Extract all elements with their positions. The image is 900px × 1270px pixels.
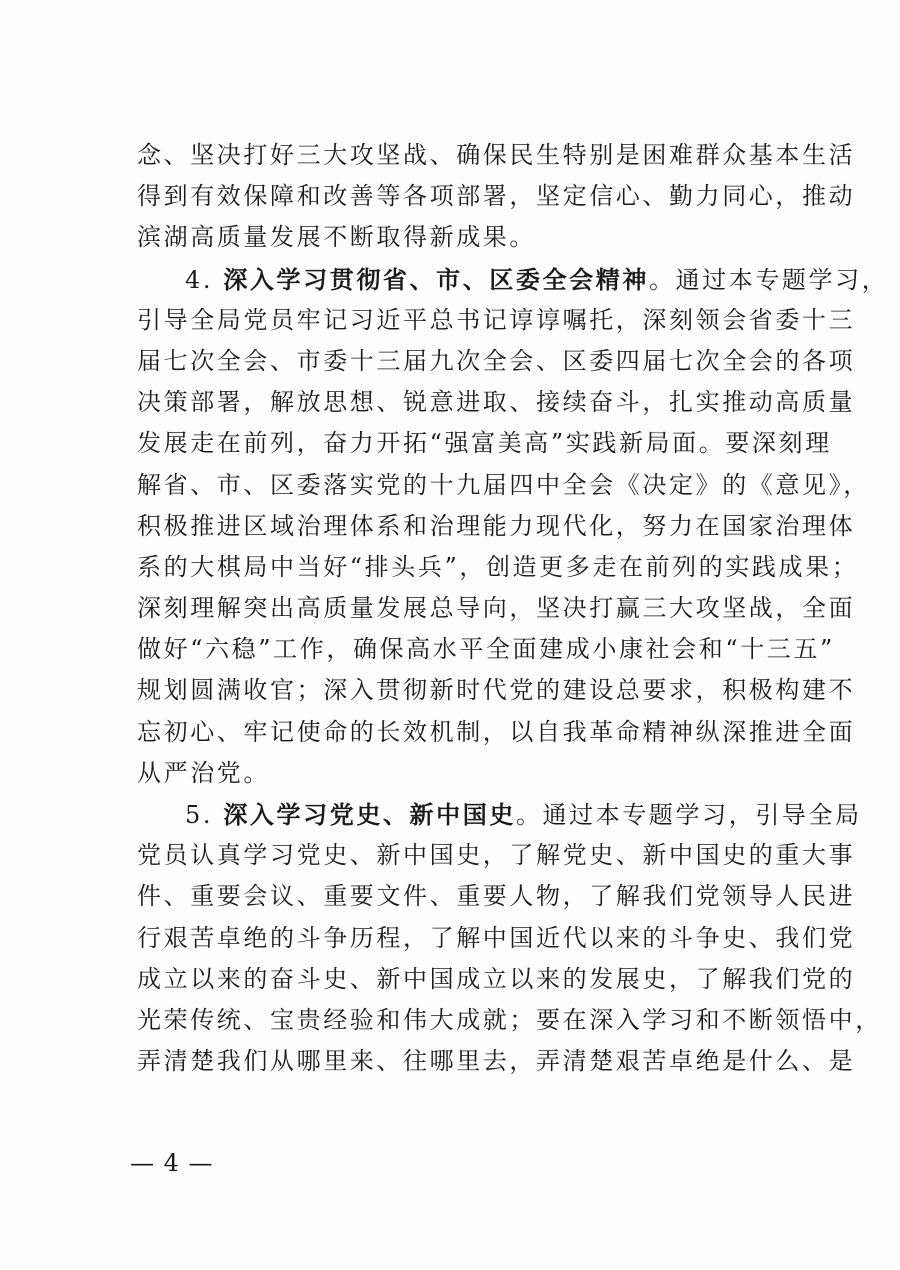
section-4-first-line-text: 。通过本专题学习， [648, 265, 889, 294]
body-text [137, 135, 889, 1082]
text-line: 解省、市、区委落实党的十九届四中全会《决定》的《意见》， [137, 470, 870, 499]
text-line: 系的大棋局中当好“排头兵”，创造更多走在前列的实践成果； [137, 552, 859, 581]
text-line: 忘初心、牢记使命的长效机制，以自我革命精神纵深推进全面 [137, 717, 856, 746]
text-line: 发展走在前列，奋力开拓“强富美高”实践新局面。要深刻理 [137, 429, 832, 458]
text-line: 弄清楚我们从哪里来、往哪里去，弄清楚艰苦卓绝是什么、是 [137, 1047, 856, 1076]
text-line: 滨湖高质量发展不断取得新成果。 [137, 223, 536, 252]
text-line: 积极推进区域治理体系和治理能力现代化，努力在国家治理体 [137, 511, 856, 540]
text-line: 件、重要会议、重要文件、重要人物，了解我们党领导人民进 [137, 882, 856, 911]
text-line: 引导全局党员牢记习近平总书记谆谆嘱托，深刻领会省委十三 [137, 305, 856, 334]
text-line: 念、坚决打好三大攻坚战、确保民生特别是困难群众基本生活 [137, 141, 856, 169]
section-4-first-line [137, 259, 889, 300]
text-line: 党员认真学习党史、新中国史，了解党史、新中国史的重大事 [137, 841, 856, 870]
text-line: 届七次全会、市委十三届九次全会、区委四届七次全会的各项 [137, 346, 856, 375]
text-line: 深刻理解突出高质量发展总导向，坚决打赢三大攻坚战，全面 [137, 594, 856, 623]
section-5-first-line-text: 。通过本专题学习，引导全局 [515, 801, 862, 829]
text-line: 做好“六稳”工作，确保高水平全面建成小康社会和“十三五” [137, 635, 835, 664]
section-5-number: 5. [185, 801, 224, 829]
section-4-heading: 深入学习贯彻省、市、区委全会精神 [223, 264, 649, 294]
text-line: 光荣传统、宝贵经验和伟大成就；要在深入学习和不断领悟中， [137, 1005, 882, 1034]
section-5-first-line [137, 794, 862, 835]
text-line: 成立以来的奋斗史、新中国成立以来的发展史，了解我们党的 [137, 964, 856, 993]
section-4-number: 4. [185, 265, 224, 294]
text-line: 从严治党。 [137, 758, 270, 787]
text-line: 决策部署，解放思想、锐意进取、接续奋斗，扎实推动高质量 [137, 388, 856, 417]
text-line: 得到有效保障和改善等各项部署，坚定信心、勤力同心，推动 [137, 182, 856, 211]
page-number: — 4 — [130, 1149, 214, 1177]
section-5-heading: 深入学习党史、新中国史 [223, 800, 516, 829]
text-line: 规划圆满收官；深入贯彻新时代党的建设总要求，积极构建不 [137, 676, 856, 705]
text-line: 行艰苦卓绝的斗争历程，了解中国近代以来的斗争史、我们党 [137, 923, 856, 952]
